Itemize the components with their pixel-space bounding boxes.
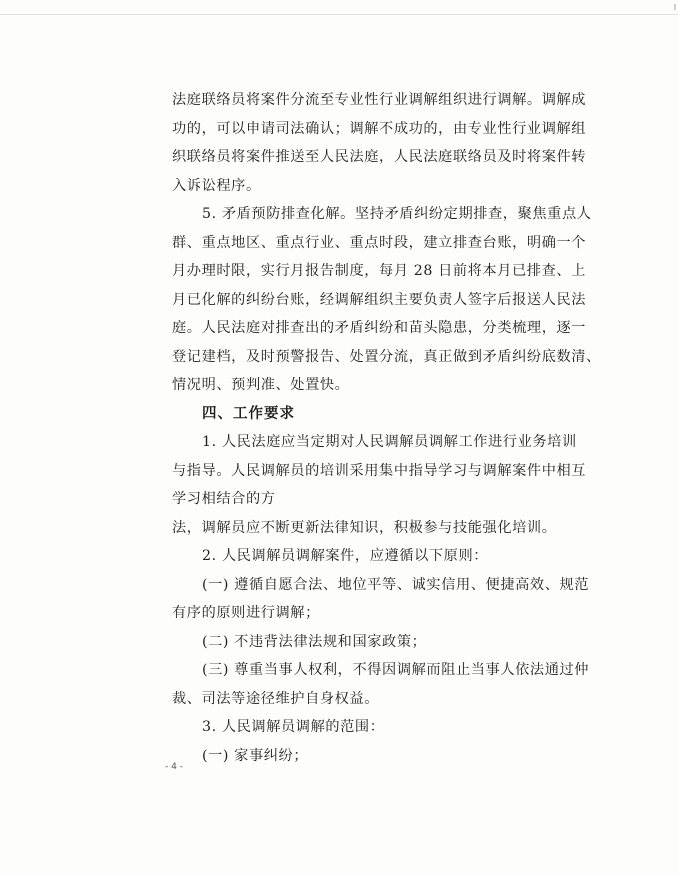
text-line: 裁、司法等途径维护自身权益。 (172, 690, 380, 707)
text-line: 5. 矛盾预防排查化解。坚持矛盾纠纷定期排查，聚焦重点人 (202, 206, 592, 222)
section-heading: 四、工作要求 (202, 405, 295, 422)
text-line: (一) 家事纠纷； (202, 747, 309, 764)
page-number: - 4 - (165, 762, 183, 772)
text-line: 功的，可以申请司法确认；调解不成功的，由专业性行业调解组 (172, 120, 587, 137)
text-line: 登记建档，及时预警报告、处置分流，真正做到矛盾纠纷底数清、 (172, 348, 601, 365)
text-line: 庭。人民法庭对排查出的矛盾纠纷和苗头隐患，分类梳理，逐一 (172, 320, 587, 336)
text-line: 法，调解员应不断更新法律知识，积极参与技能强化培训。 (172, 519, 557, 536)
text-line: 月已化解的纠纷台账，经调解组织主要负责人签字后报送人民法 (172, 291, 587, 308)
text-line: 情况明、预判准、处置快。 (172, 377, 350, 393)
text-line: 月办理时限，实行月报告制度，每月 28 日前将本月已排查、上 (172, 263, 586, 279)
text-line: 入诉讼程序。 (172, 177, 261, 194)
page-top-edge (0, 14, 678, 15)
text-line: 群、重点地区、重点行业、重点时段，建立排查台账，明确一个 (172, 234, 587, 251)
text-line: 有序的原则进行调解； (172, 605, 320, 621)
text-line: 2. 人民调解员调解案件，应遵循以下原则： (202, 548, 489, 564)
text-line: 3. 人民调解员调解的范围： (202, 719, 385, 735)
text-line: 法庭联络员将案件分流至专业性行业调解组织进行调解。调解成 (172, 92, 587, 108)
text-line: 学习相结合的方 (172, 491, 276, 507)
document-body (172, 86, 608, 770)
text-line: 与指导。人民调解员的培训采用集中指导学习与调解案件中相互 (172, 462, 587, 479)
text-line: (二) 不违背法律法规和国家政策； (202, 633, 427, 650)
text-line: 1. 人民法庭应当定期对人民调解员调解工作进行业务培训 (202, 434, 577, 450)
text-line: 织联络员将案件推送至人民法庭，人民法庭联络员及时将案件转 (172, 149, 587, 165)
text-line: (三) 尊重当事人权利，不得因调解而阻止当事人依法通过仲 (202, 662, 590, 678)
text-line: (一) 遵循自愿合法、地位平等、诚实信用、便捷高效、规范 (202, 576, 590, 593)
scan-mark (674, 4, 676, 10)
